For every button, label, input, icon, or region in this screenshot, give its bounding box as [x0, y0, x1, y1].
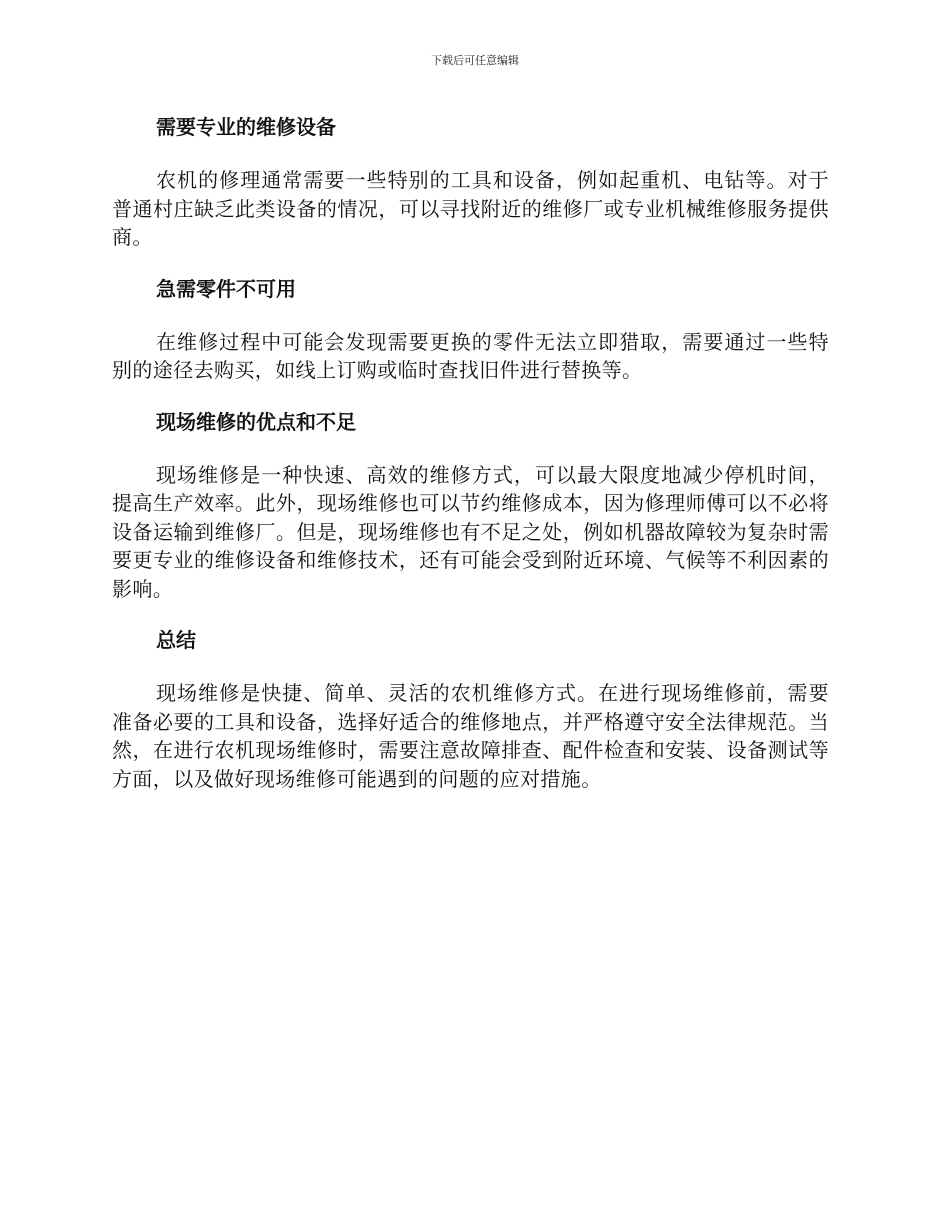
section-paragraph-pros-cons: 现场维修是一种快速、高效的维修方式，可以最大限度地减少停机时间，提高生产效率。此外，现场维修也可以节约维修成本，因为修理师傅可以不必将设备运输到维修厂。但是，现场维修也有不足之处，例如机器故障较为复杂时需要更专业的维修设备和维修技术，还有可能会受到附近环境、气候等不利因素的影响。 [112, 462, 829, 601]
section-paragraph-parts: 在维修过程中可能会发现需要更换的零件无法立即猎取，需要通过一些特别的途径去购买，如线上订购或临时查找旧件进行替换等。 [112, 329, 829, 382]
section-heading-summary: 总结 [156, 628, 196, 652]
section-paragraph-equipment: 农机的修理通常需要一些特别的工具和设备，例如起重机、电钻等。对于普通村庄缺乏此类设备的情况，可以寻找附近的维修厂或专业机械维修服务提供商。 [112, 168, 829, 249]
section-paragraph-summary: 现场维修是快捷、简单、灵活的农机维修方式。在进行现场维修前，需要准备必要的工具和设备，选择好适合的维修地点，并严格遵守安全法律规范。当然，在进行农机现场维修时，需要注意故障排查、配件检查和安装、设备测试等方面，以及做好现场维修可能遇到的问题的应对措施。 [112, 681, 829, 791]
document-body [112, 110, 829, 793]
section-heading-equipment: 需要专业的维修设备 [156, 115, 336, 139]
section-heading-parts: 急需零件不可用 [156, 276, 296, 301]
page-header-note: 下载后可任意编辑 [431, 54, 519, 67]
section-heading-pros-cons: 现场维修的优点和不足 [156, 409, 356, 434]
